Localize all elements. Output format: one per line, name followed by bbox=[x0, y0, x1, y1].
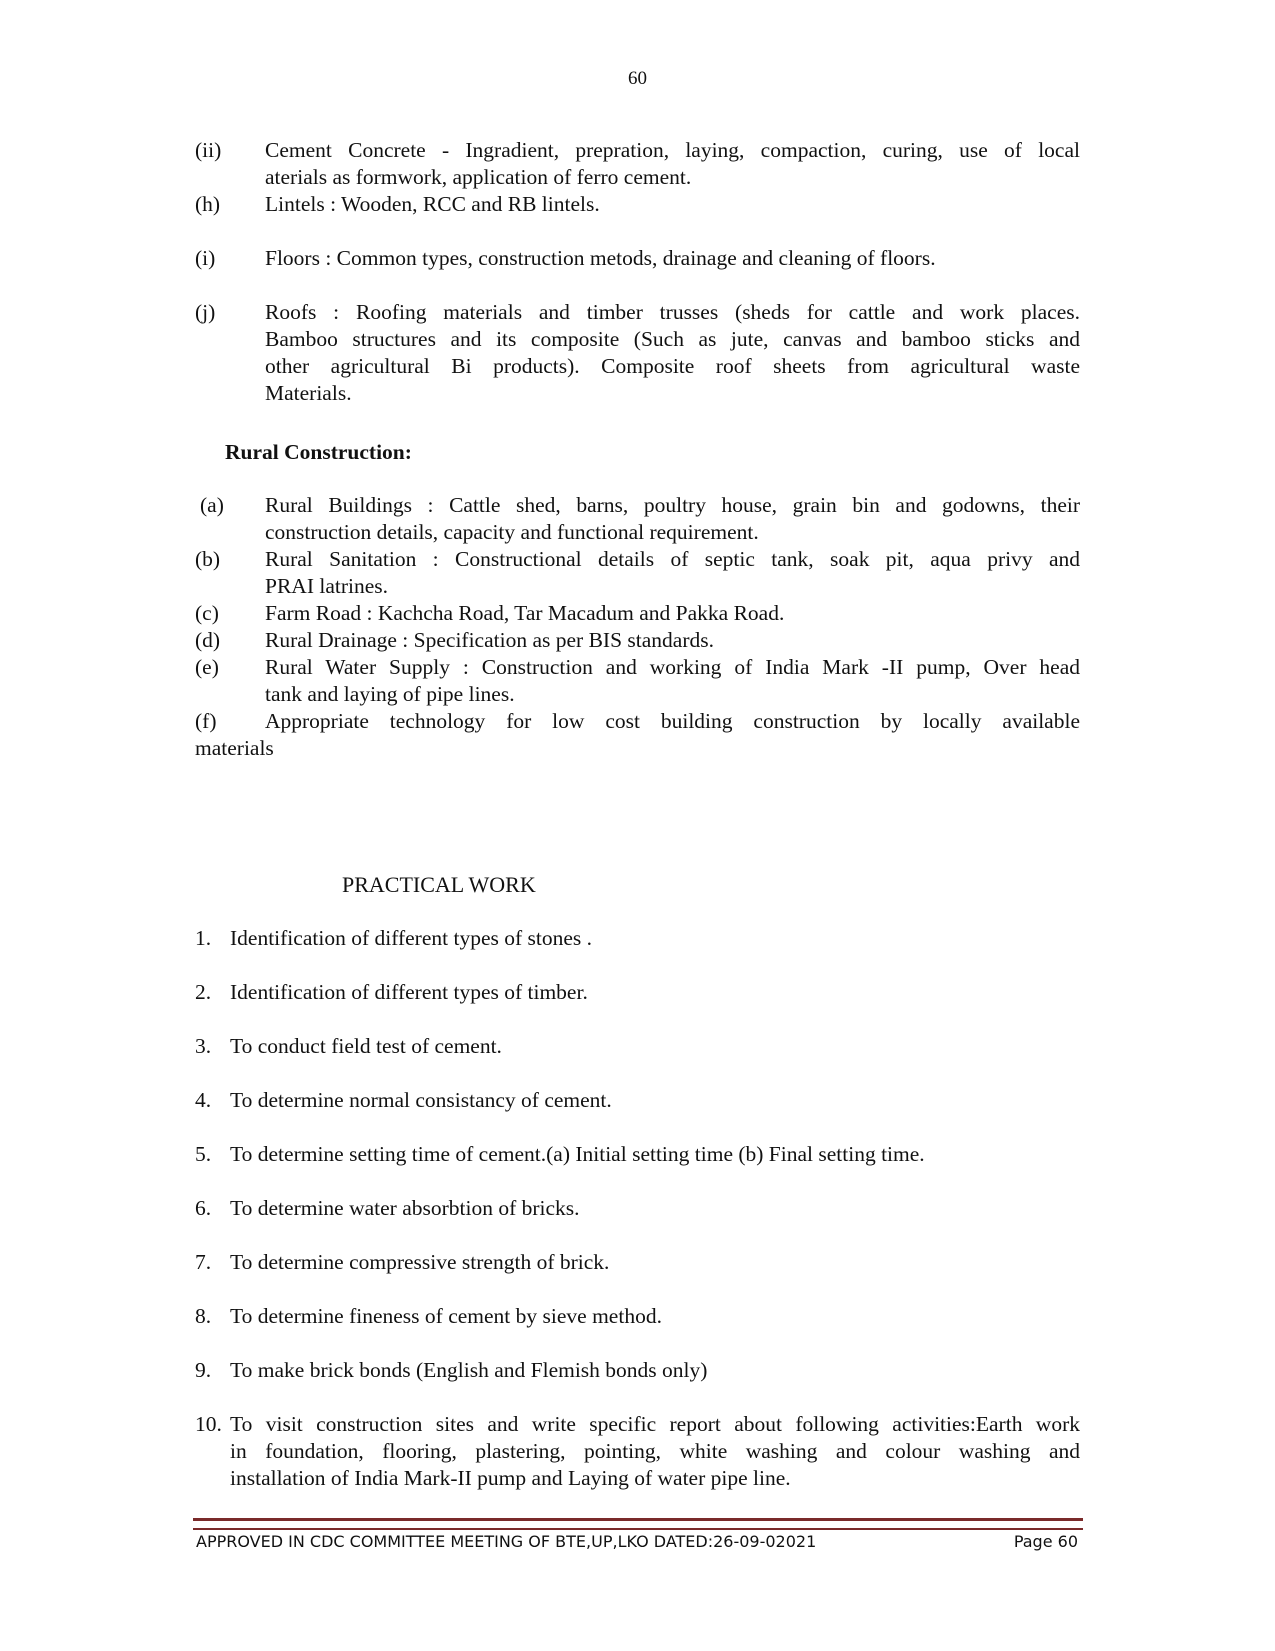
item-line: Rural Sanitation : Constructional details of septic tank, soak pit, aqua privy and bbox=[265, 547, 1080, 571]
item-number: 4. bbox=[195, 1088, 212, 1112]
item-line: Lintels : Wooden, RCC and RB lintels. bbox=[265, 192, 600, 216]
item-line: Roofs : Roofing materials and timber trusses (sheds for cattle and work places. bbox=[265, 300, 1080, 324]
rural-construction-heading: Rural Construction: bbox=[225, 440, 412, 464]
item-line: Cement Concrete - Ingradient, prepration, laying, compaction, curing, use of local bbox=[265, 138, 1080, 162]
item-line: Identification of different types of timber. bbox=[230, 980, 588, 1004]
item-line: Identification of different types of stones . bbox=[230, 926, 593, 950]
item-label: (ii) bbox=[195, 138, 222, 162]
item-line: Rural Water Supply : Construction and working of India Mark -II pump, Over head bbox=[265, 655, 1080, 679]
item-number: 5. bbox=[195, 1142, 212, 1166]
item-label: (a) bbox=[200, 493, 224, 517]
item-number: 6. bbox=[195, 1196, 212, 1220]
item-number: 2. bbox=[195, 980, 212, 1004]
item-line: Rural Buildings : Cattle shed, barns, poultry house, grain bin and godowns, their bbox=[265, 493, 1080, 517]
item-line: PRAI latrines. bbox=[265, 574, 389, 598]
footer-approval-text: APPROVED IN CDC COMMITTEE MEETING OF BTE,UP,LKO DATED:26-09-02021 bbox=[196, 1532, 817, 1551]
item-label: (f) bbox=[195, 709, 217, 733]
item-line: installation of India Mark-II pump and Laying of water pipe line. bbox=[230, 1466, 791, 1490]
page-number: 60 bbox=[628, 68, 647, 89]
item-line: To determine normal consistancy of cement. bbox=[230, 1088, 612, 1112]
item-number: 8. bbox=[195, 1304, 212, 1328]
item-line: other agricultural Bi products). Composite roof sheets from agricultural waste bbox=[265, 354, 1080, 378]
item-line: in foundation, flooring, plastering, pointing, white washing and colour washing and bbox=[230, 1439, 1080, 1463]
item-line: To determine compressive strength of brick. bbox=[230, 1250, 610, 1274]
item-line: To determine water absorbtion of bricks. bbox=[230, 1196, 580, 1220]
item-number: 3. bbox=[195, 1034, 212, 1058]
item-line: Bamboo structures and its composite (Such as jute, canvas and bamboo sticks and bbox=[265, 327, 1080, 351]
item-number: 9. bbox=[195, 1358, 212, 1382]
item-line: construction details, capacity and functional requirement. bbox=[265, 520, 759, 544]
item-line: Farm Road : Kachcha Road, Tar Macadum and Pakka Road. bbox=[265, 601, 785, 625]
item-line: Appropriate technology for low cost building construction by locally available bbox=[265, 709, 1080, 733]
item-number: 1. bbox=[195, 926, 212, 950]
footer-page-label: Page 60 bbox=[1013, 1532, 1078, 1551]
item-line: Materials. bbox=[265, 381, 352, 405]
item-label: (j) bbox=[195, 300, 216, 324]
item-label: (h) bbox=[195, 192, 221, 216]
item-line: To conduct field test of cement. bbox=[230, 1034, 502, 1058]
practical-work-heading: PRACTICAL WORK bbox=[342, 872, 536, 897]
item-line: Floors : Common types, construction metods, drainage and cleaning of floors. bbox=[265, 246, 936, 270]
item-line: tank and laying of pipe lines. bbox=[265, 682, 515, 706]
item-label: (d) bbox=[195, 628, 221, 652]
item-line: Rural Drainage : Specification as per BIS standards. bbox=[265, 628, 714, 652]
footer-rule bbox=[193, 1518, 1083, 1530]
item-label: (e) bbox=[195, 655, 219, 679]
item-number: 7. bbox=[195, 1250, 212, 1274]
item-line: To make brick bonds (English and Flemish bonds only) bbox=[230, 1358, 708, 1382]
item-line: To determine fineness of cement by sieve method. bbox=[230, 1304, 662, 1328]
item-line: materials bbox=[195, 736, 274, 760]
item-line: To visit construction sites and write specific report about following activities:Earth work bbox=[230, 1412, 1080, 1436]
item-line: aterials as formwork, application of ferro cement. bbox=[265, 165, 692, 189]
item-label: (b) bbox=[195, 547, 221, 571]
item-label: (c) bbox=[195, 601, 219, 625]
item-label: (i) bbox=[195, 246, 216, 270]
item-line: To determine setting time of cement.(a) Initial setting time (b) Final setting time. bbox=[230, 1142, 925, 1166]
item-number: 10. bbox=[195, 1412, 222, 1436]
